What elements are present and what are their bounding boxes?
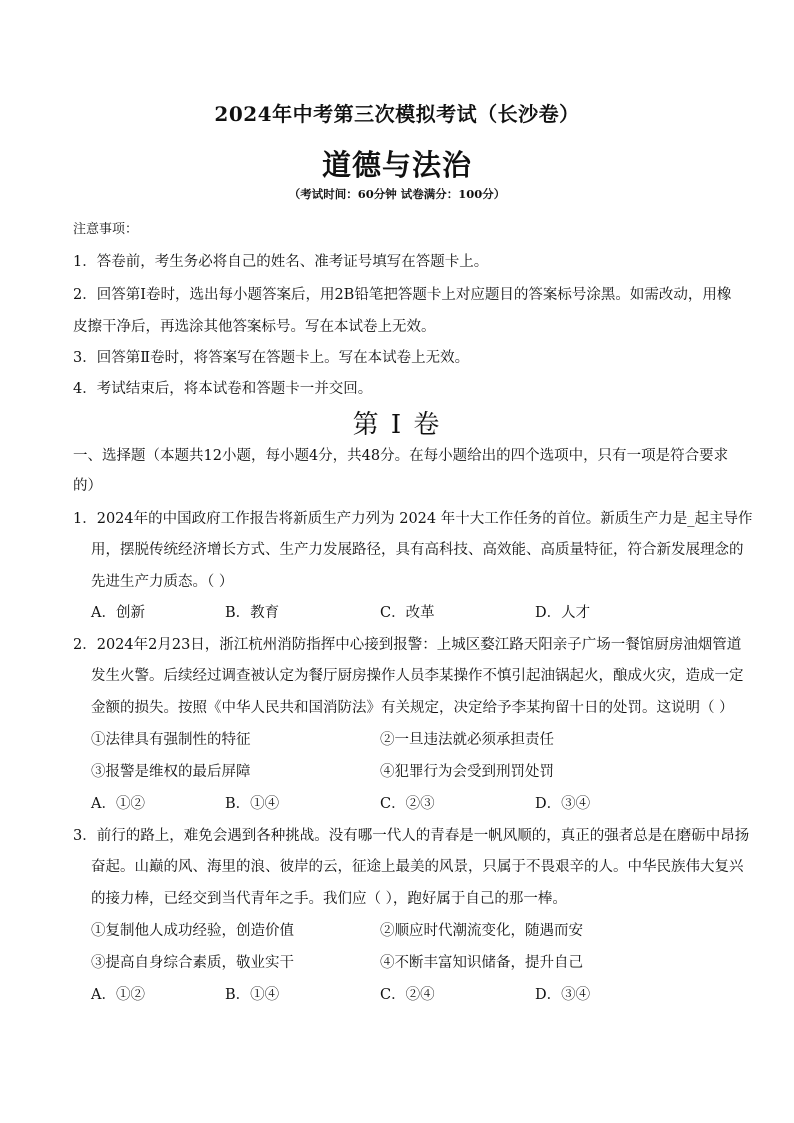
question-3-option-c[interactable]: C．②④ bbox=[380, 987, 435, 1003]
exam-title: 2024年中考第三次模拟考试（长沙卷） bbox=[214, 102, 580, 126]
question-1-option-c[interactable]: C．改革 bbox=[380, 605, 435, 621]
section-title: 第 I 卷 bbox=[352, 410, 442, 440]
section-instruction: 一、选择题（本题共12小题，每小题4分，共48分。在每小题给出的四个选项中，只有一项是符合要求 bbox=[73, 448, 729, 464]
question-3-statement: ②顺应时代潮流变化，随遇而安 bbox=[380, 923, 583, 939]
question-2-option-d[interactable]: D．③④ bbox=[535, 796, 591, 812]
question-3-line: 3．前行的路上，难免会遇到各种挑战。没有哪一代人的青春是一帆风顺的，真正的强者总是在磨砺中昂扬 bbox=[73, 828, 750, 844]
question-3-option-a[interactable]: A．①② bbox=[91, 987, 145, 1003]
question-3-line: 奋起。山巅的风、海里的浪、彼岸的云，征途上最美的风景，只属于不畏艰辛的人。中华民族伟大复兴 bbox=[91, 859, 744, 875]
question-3-statement: ③提高自身综合素质，敬业实干 bbox=[91, 955, 294, 971]
note-item: 2．回答第Ⅰ卷时，选出每小题答案后，用2B铅笔把答题卡上对应题目的答案标号涂黑。如需改动，用橡 bbox=[73, 287, 732, 303]
question-3-statement: ④不断丰富知识储备，提升自己 bbox=[380, 955, 583, 971]
question-2-line: 金额的损失。按照《中华人民共和国消防法》有关规定，决定给予李某拘留十日的处罚。这说明（ ） bbox=[91, 700, 734, 716]
question-2-line: 2．2024年2月23日，浙江杭州消防指挥中心接到报警：上城区婺江路天阳亲子广场一餐馆厨房油烟管道 bbox=[73, 637, 742, 653]
section-instruction-cont: 的） bbox=[73, 478, 102, 494]
question-3-option-b[interactable]: B．①④ bbox=[225, 987, 280, 1003]
question-1-option-b[interactable]: B．教育 bbox=[225, 605, 280, 621]
question-2-statement: ②一旦违法就必须承担责任 bbox=[380, 732, 554, 748]
question-2-statement: ④犯罪行为会受到刑罚处罚 bbox=[380, 764, 554, 780]
note-item: 皮擦干净后，再选涂其他答案标号。写在本试卷上无效。 bbox=[73, 319, 436, 335]
question-3-option-d[interactable]: D．③④ bbox=[535, 987, 591, 1003]
question-2-option-a[interactable]: A．①② bbox=[91, 796, 145, 812]
question-1-option-a[interactable]: A．创新 bbox=[91, 605, 145, 621]
question-2-option-c[interactable]: C．②③ bbox=[380, 796, 435, 812]
question-1-line: 先进生产力质态。（ ） bbox=[91, 574, 234, 590]
subject-title: 道德与法治 bbox=[321, 148, 472, 182]
exam-info: （考试时间：60分钟 试卷满分：100分） bbox=[288, 187, 506, 201]
question-1-option-d[interactable]: D．人才 bbox=[535, 605, 591, 621]
notes-heading: 注意事项： bbox=[73, 222, 139, 237]
note-item: 3．回答第Ⅱ卷时，将答案写在答题卡上。写在本试卷上无效。 bbox=[73, 350, 470, 366]
question-1-line: 1．2024年的中国政府工作报告将新质生产力列为 2024 年十大工作任务的首位。新质生产力是_起主导作 bbox=[73, 511, 753, 527]
question-1-line: 用，摆脱传统经济增长方式、生产力发展路径，具有高科技、高效能、高质量特征，符合新发展理念的 bbox=[91, 542, 744, 558]
question-2-statement: ③报警是维权的最后屏障 bbox=[91, 764, 251, 780]
note-item: 4．考试结束后，将本试卷和答题卡一并交回。 bbox=[73, 381, 373, 397]
note-item: 1．答卷前，考生务必将自己的姓名、准考证号填写在答题卡上。 bbox=[73, 254, 489, 270]
question-2-option-b[interactable]: B．①④ bbox=[225, 796, 280, 812]
question-2-line: 发生火警。后续经过调查被认定为餐厅厨房操作人员李某操作不慎引起油锅起火，酿成火灾，造成一定 bbox=[91, 668, 744, 684]
question-3-line: 的接力棒，已经交到当代青年之手。我们应（ ），跑好属于自己的那一棒。 bbox=[91, 891, 567, 907]
question-3-statement: ①复制他人成功经验，创造价值 bbox=[91, 923, 294, 939]
question-2-statement: ①法律具有强制性的特征 bbox=[91, 732, 251, 748]
